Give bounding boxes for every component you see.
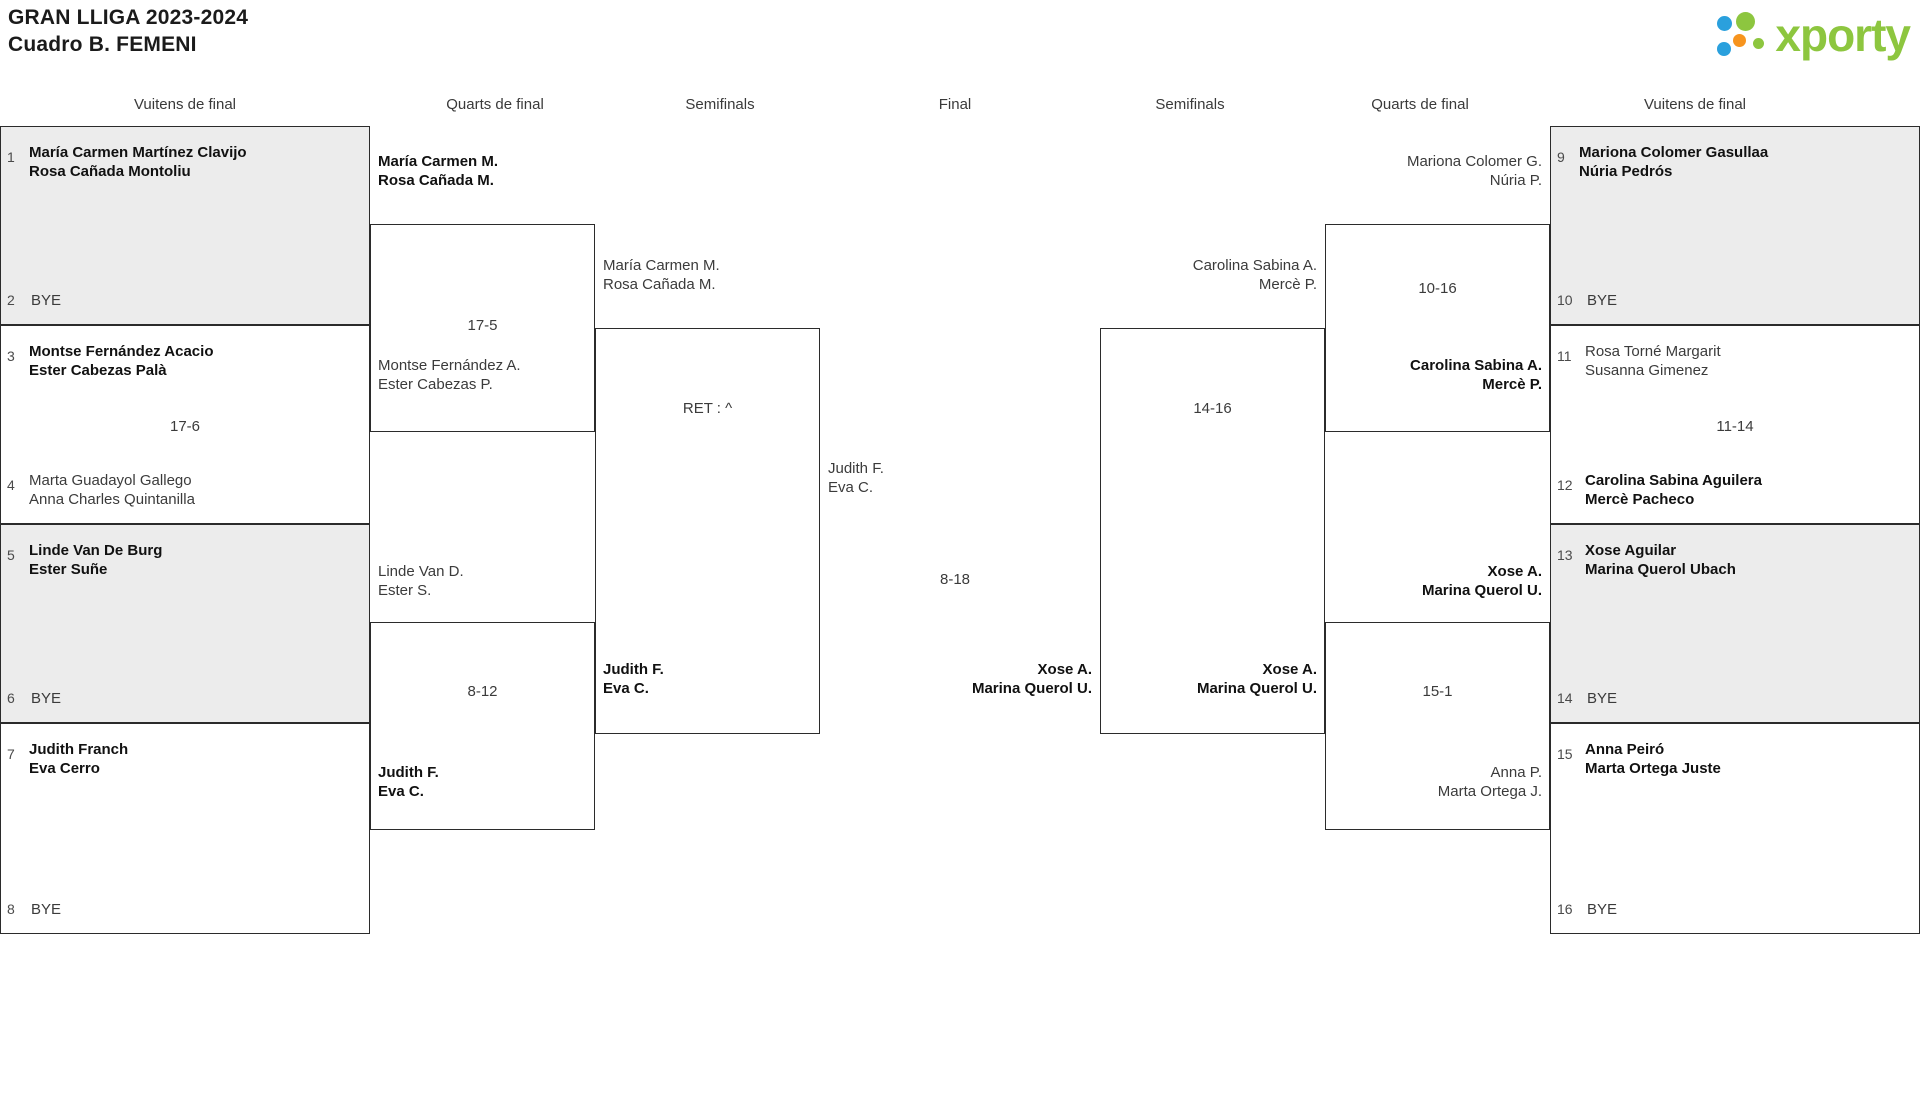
match-score: 8-12 [467, 683, 498, 700]
final-right-entry: Xose A. Marina Querol U. [971, 661, 1092, 698]
right-r16-match-3[interactable] [1550, 524, 1920, 723]
right-qf-match-1[interactable] [1325, 224, 1550, 432]
left-qf-bottom-entry: Montse Fernández A. Ester Cabezas P. [378, 357, 521, 394]
player-names: Mariona Colomer Gasullaa Núria Pedrós [1579, 144, 1769, 181]
round-label-right-r16: Vuitens de final [1643, 96, 1746, 113]
seed-number: 12 [1557, 477, 1573, 493]
left-qf-bottom-entry-2: Judith F. Eva C. [378, 764, 439, 801]
bye-label: BYE [31, 690, 62, 707]
draw-name: Cuadro B. FEMENI [8, 33, 197, 57]
left-qf-top-entry-2: Linde Van D. Ester S. [378, 563, 464, 600]
right-qf-top-entry: Mariona Colomer G. Núria P. [1406, 153, 1542, 190]
match-score: 10-16 [1418, 280, 1457, 297]
bye-label: BYE [31, 901, 62, 918]
right-qf-bottom-entry-2: Anna P. Marta Ortega J. [1437, 764, 1542, 801]
seed-number: 15 [1557, 746, 1573, 762]
seed-number: 1 [7, 149, 15, 165]
seed-number: 4 [7, 477, 15, 493]
seed-number: 7 [7, 746, 15, 762]
right-qf-top-entry-2: Xose A. Marina Querol U. [1421, 563, 1542, 600]
left-r16-match-3[interactable] [0, 524, 370, 723]
seed-number: 9 [1557, 149, 1565, 165]
bye-label: BYE [1587, 690, 1618, 707]
left-qf-top-entry: María Carmen M. Rosa Cañada M. [378, 153, 499, 190]
player-names: Montse Fernández Acacio Ester Cabezas Palà [29, 343, 214, 380]
seed-number: 8 [7, 901, 15, 917]
right-r16-match-4[interactable] [1550, 723, 1920, 934]
round-label-left-r16: Vuitens de final [133, 96, 236, 113]
right-sf-top-entry: Carolina Sabina A. Mercè P. [1192, 257, 1317, 294]
seed-number: 16 [1557, 901, 1573, 917]
seed-number: 13 [1557, 547, 1573, 563]
match-score: 17-6 [169, 418, 201, 435]
left-sf-top-entry: María Carmen M. Rosa Cañada M. [603, 257, 720, 294]
round-label-left-qf: Quarts de final [446, 96, 544, 113]
seed-number: 3 [7, 348, 15, 364]
player-names: Anna Peiró Marta Ortega Juste [1585, 741, 1721, 778]
seed-number: 10 [1557, 292, 1573, 308]
seed-number: 6 [7, 690, 15, 706]
player-names: Marta Guadayol Gallego Anna Charles Quintanilla [29, 471, 195, 508]
left-r16-match-4[interactable] [0, 723, 370, 934]
match-score: 11-14 [1716, 418, 1754, 435]
left-r16-match-1[interactable] [0, 126, 370, 325]
player-names: Xose Aguilar Marina Querol Ubach [1585, 542, 1736, 579]
match-score: RET : ^ [682, 400, 733, 417]
final-left-entry: Judith F. Eva C. [828, 460, 884, 497]
page-title [8, 4, 248, 59]
right-r16-match-2[interactable] [1550, 325, 1920, 524]
round-label-right-sf: Semifinals [1155, 96, 1225, 113]
right-qf-bottom-entry: Carolina Sabina A. Mercè P. [1410, 357, 1542, 394]
tournament-name: GRAN LLIGA 2023-2024 [8, 6, 249, 29]
player-names: Rosa Torné Margarit Susanna Gimenez [1585, 343, 1721, 380]
round-label-left-sf: Semifinals [685, 96, 755, 113]
player-names: Linde Van De Burg Ester Suñe [29, 542, 163, 579]
player-names: María Carmen Martínez Clavijo Rosa Cañada Montoliu [29, 144, 247, 181]
seed-number: 14 [1557, 690, 1573, 706]
right-sf-bottom-entry: Xose A. Marina Querol U. [1196, 661, 1317, 698]
seed-number: 2 [7, 292, 15, 308]
bye-label: BYE [31, 292, 62, 309]
match-score: 15-1 [1422, 683, 1453, 700]
left-r16-match-2[interactable] [0, 325, 370, 524]
seed-number: 5 [7, 547, 15, 563]
round-label-final: Final [938, 96, 972, 113]
match-score: 14-16 [1193, 400, 1232, 417]
logo-wordmark: xporty [1775, 9, 1910, 61]
bye-label: BYE [1587, 292, 1618, 309]
logo-dots-icon [1717, 12, 1769, 58]
xporty-logo [1670, 6, 1910, 64]
bye-label: BYE [1587, 901, 1618, 918]
match-score: 17-5 [467, 317, 498, 334]
player-names: Judith Franch Eva Cerro [29, 741, 129, 778]
left-sf-bottom-entry: Judith F. Eva C. [603, 661, 664, 698]
final-score: 8-18 [939, 571, 971, 588]
seed-number: 11 [1557, 348, 1572, 364]
player-names: Carolina Sabina Aguilera Mercè Pacheco [1585, 471, 1762, 508]
round-label-right-qf: Quarts de final [1371, 96, 1469, 113]
right-r16-match-1[interactable] [1550, 126, 1920, 325]
left-qf-match-1[interactable] [370, 224, 595, 432]
